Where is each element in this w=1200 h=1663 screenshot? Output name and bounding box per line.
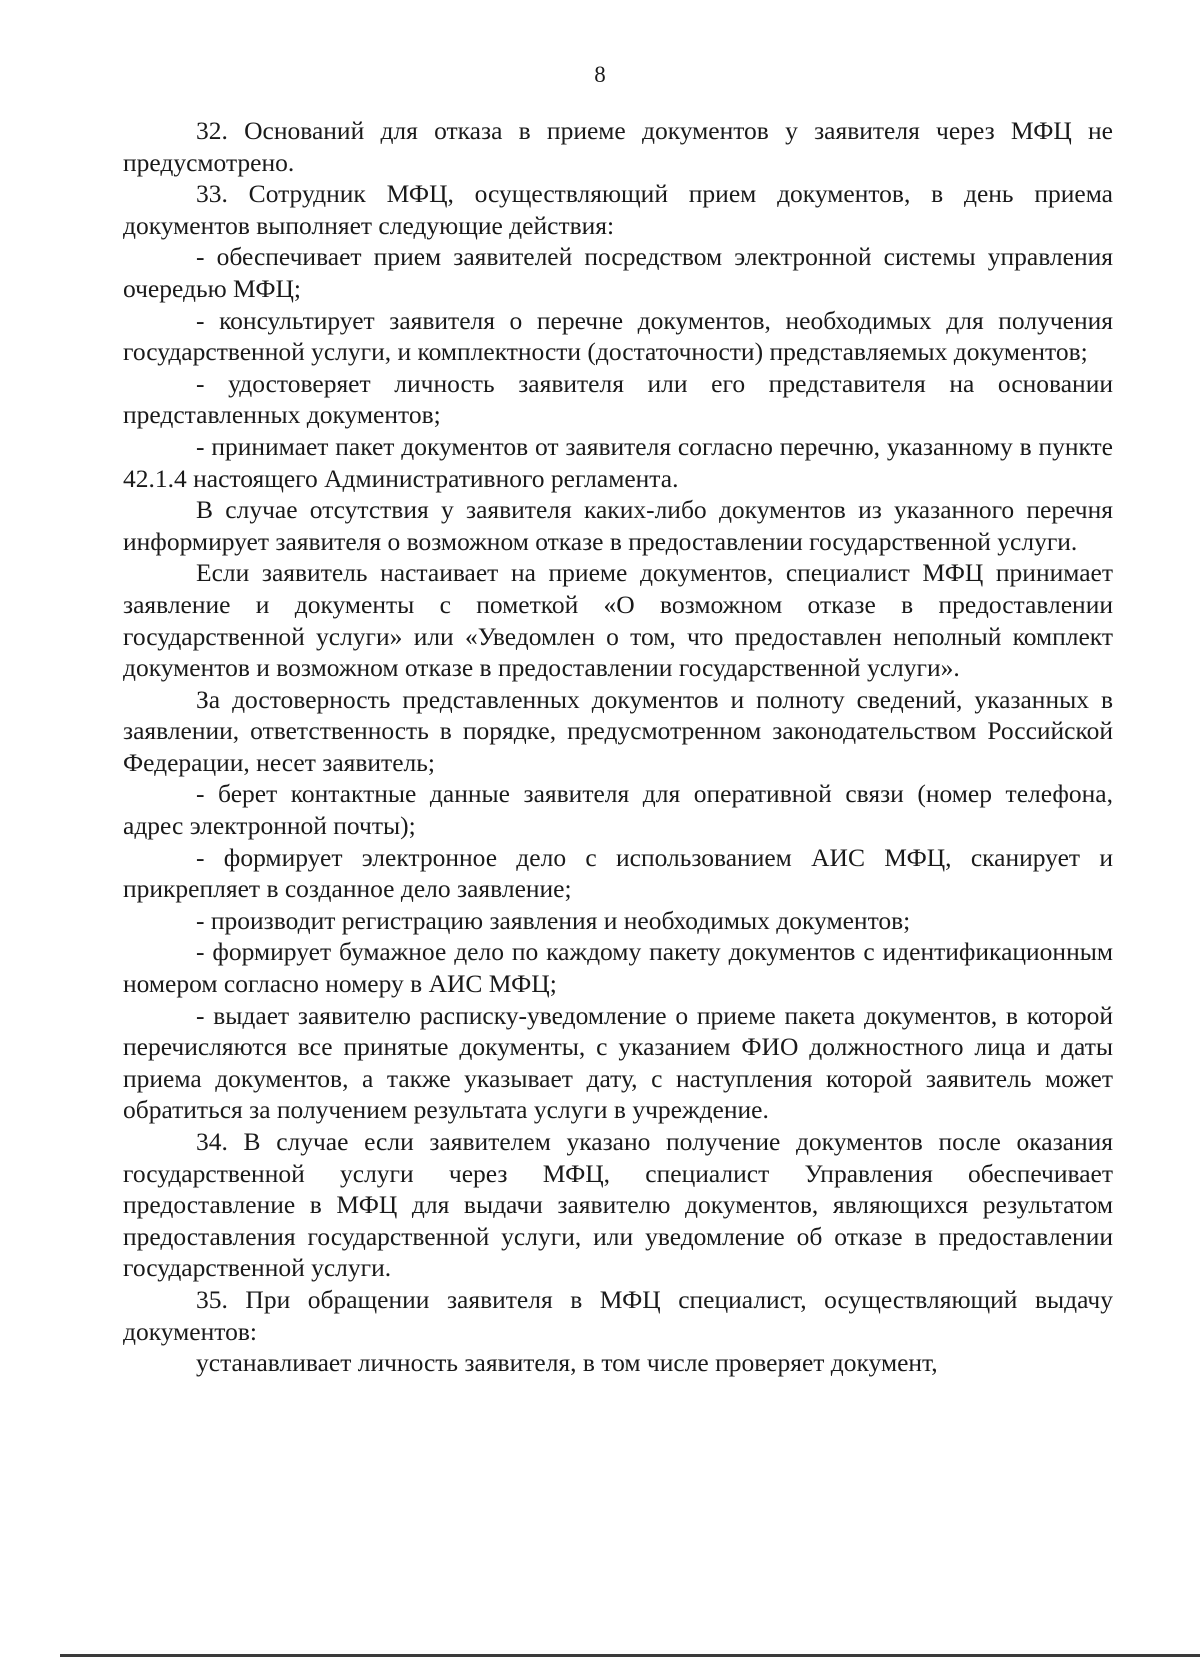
paragraph-34: 34. В случае если заявителем указано получение документов после оказания государственной услуги через МФЦ, специалист Управления обеспечивает предоставление в МФЦ для выдачи заявителю документов, являющихся результатом предоставления государственной услуги, или уведомление об отказе в предоставлении государственной услуги. — [123, 1127, 1113, 1283]
list-item: - берет контактные данные заявителя для оперативной связи (номер телефона, адрес электронной почты); — [123, 779, 1113, 841]
list-item: - обеспечивает прием заявителей посредством электронной системы управления очередью МФЦ; — [123, 242, 1113, 303]
list-item: - формирует электронное дело с использованием АИС МФЦ, сканирует и прикрепляет в созданное дело заявление; — [123, 842, 1113, 904]
document-body — [123, 115, 1113, 1379]
paragraph-33: 33. Сотрудник МФЦ, осуществляющий прием документов, в день приема документов выполняет следующие действия: — [123, 179, 1113, 240]
page-number: 8 — [594, 62, 606, 87]
paragraph: Если заявитель настаивает на приеме документов, специалист МФЦ принимает заявление и документы с пометкой «О возможном отказе в предоставлении государственной услуги» или «Уведомлен о том, что предоставлен неполный комплект документов и возможном отказе в предоставлении государственной услуги». — [123, 558, 1113, 683]
list-item: - выдает заявителю расписку-уведомление о приеме пакета документов, в которой перечисляются все принятые документы, с указанием ФИО должностного лица и даты приема документов, а также указывает дату, с наступления которой заявитель может обратиться за получением результата услуги в учреждение. — [123, 1000, 1113, 1125]
paragraph: устанавливает личность заявителя, в том числе проверяет документ, — [196, 1348, 938, 1378]
scan-bottom-edge — [60, 1654, 1200, 1657]
list-item: - формирует бумажное дело по каждому пакету документов с идентификационным номером согласно номеру в АИС МФЦ; — [123, 937, 1113, 999]
paragraph-32: 32. Оснований для отказа в приеме документов у заявителя через МФЦ не предусмотрено. — [123, 116, 1113, 177]
list-item: - удостоверяет личность заявителя или его представителя на основании представленных документов; — [123, 368, 1113, 430]
paragraph: За достоверность представленных документов и полноту сведений, указанных в заявлении, ответственность в порядке, предусмотренном законодательством Российской Федерации, несет заявитель; — [123, 684, 1113, 777]
paragraph: В случае отсутствия у заявителя каких-либо документов из указанного перечня информирует заявителя о возможном отказе в предоставлении государственной услуги. — [123, 495, 1113, 556]
list-item: - производит регистрацию заявления и необходимых документов; — [196, 905, 911, 935]
list-item: - принимает пакет документов от заявителя согласно перечню, указанному в пункте 42.1.4 настоящего Административного регламента. — [123, 431, 1113, 493]
paragraph-35: 35. При обращении заявителя в МФЦ специалист, осуществляющий выдачу документов: — [123, 1284, 1113, 1346]
list-item: - консультирует заявителя о перечне документов, необходимых для получения государственной услуги, и комплектности (достаточности) представляемых документов; — [123, 305, 1113, 367]
